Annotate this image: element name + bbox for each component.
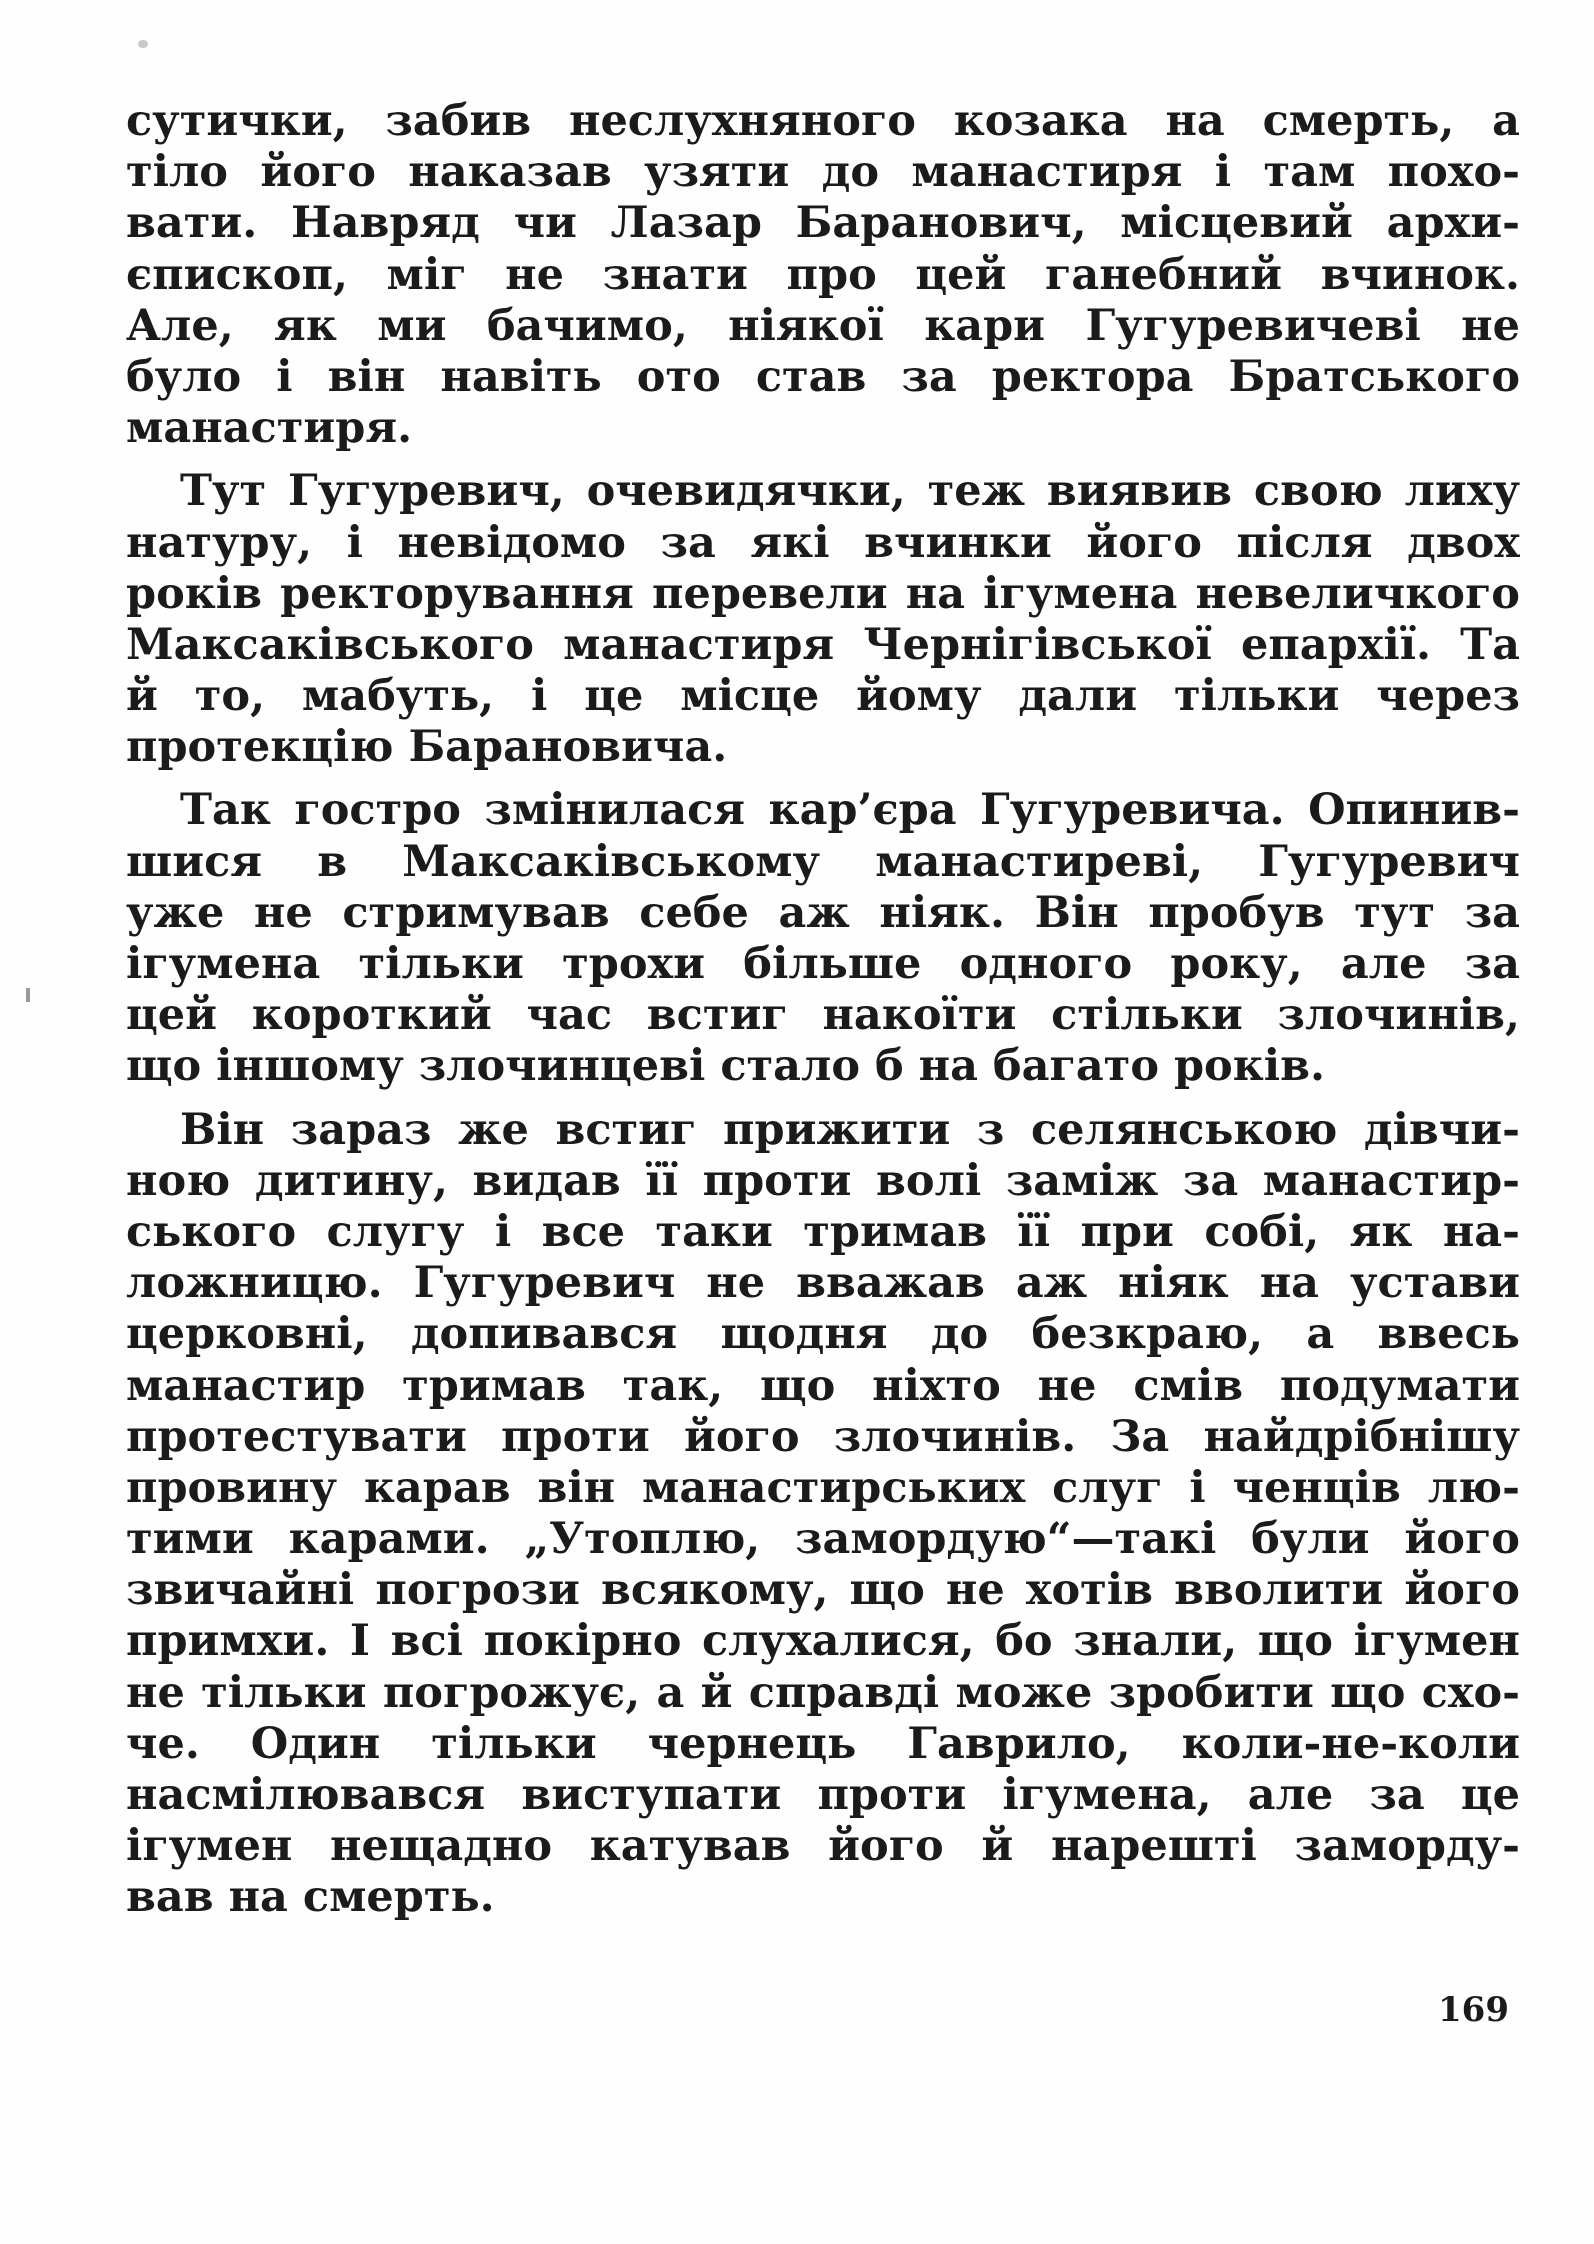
text-line: єпископ, міг не знати про цей ганебний вчинок. xyxy=(126,249,1520,300)
text-line: примхи. І всі покірно слухалися, бо знали, що ігумен xyxy=(126,1616,1520,1667)
text-line: Він зараз же встиг прижити з селянською дівчи- xyxy=(180,1104,1520,1155)
text-line: ського слугу і все таки тримав її при собі, як на- xyxy=(126,1206,1520,1257)
text-line: Тут Гугуревич, очевидячки, теж виявив свою лиху xyxy=(180,466,1520,517)
text-line: че. Один тільки чернець Гаврило, коли-не-коли xyxy=(126,1718,1520,1769)
text-line: цей короткий час встиг накоїти стільки злочинів, xyxy=(126,990,1520,1041)
text-line: ною дитину, видав її проти волі заміж за манастир- xyxy=(126,1155,1520,1206)
text-line: манастиря. xyxy=(126,403,413,454)
text-line: натуру, і невідомо за які вчинки його після двох xyxy=(126,517,1520,568)
paper-mark xyxy=(26,988,30,1002)
text-line: вав на смерть. xyxy=(126,1872,495,1923)
text-line: не тільки погрожує, а й справді може зробити що схо- xyxy=(126,1667,1520,1718)
text-line: протестувати проти його злочинів. За найдрібнішу xyxy=(126,1411,1520,1462)
text-line: років ректорування перевели на ігумена невеличкого xyxy=(126,568,1520,619)
paragraph xyxy=(126,785,1520,1092)
text-line: протекцію Барановича. xyxy=(126,722,728,773)
text-line: Максаківського манастиря Чернігівської епархії. Та xyxy=(126,619,1520,670)
text-line: ложницю. Гугуревич не вважав аж ніяк на устави xyxy=(126,1258,1520,1309)
text-line: що іншому злочинцеві стало б на багато років. xyxy=(126,1041,1325,1092)
paragraph xyxy=(126,1105,1520,1924)
text-line: було і він навіть ото став за ректора Братського xyxy=(126,351,1520,402)
text-line: уже не стримував себе аж ніяк. Він пробув тут за xyxy=(126,887,1520,938)
text-line: манастир тримав так, що ніхто не смів подумати xyxy=(126,1360,1520,1411)
text-line: звичайні погрози всякому, що не хотів вволити його xyxy=(126,1565,1520,1616)
text-line: сутички, забив неслухняного козака на смерть, а xyxy=(126,96,1520,146)
text-line: вати. Навряд чи Лазар Баранович, місцевий архи- xyxy=(126,198,1520,249)
page-number: 169 xyxy=(1438,1990,1509,2030)
text-line: й то, мабуть, і це місце йому дали тільки через xyxy=(126,671,1520,722)
paragraph xyxy=(126,96,1520,454)
paper-speck xyxy=(138,40,148,48)
text-line: Але, як ми бачимо, ніякої кари Гугуревичеві не xyxy=(126,300,1520,351)
text-line: церковні, допивався щодня до безкраю, а ввесь xyxy=(126,1309,1520,1360)
text-line: насмілювався виступати проти ігумена, але за це xyxy=(126,1770,1520,1820)
text-line: ігумена тільки трохи більше одного року, але за xyxy=(126,939,1520,989)
body-text xyxy=(126,96,1520,1924)
text-line: ігумен нещадно катував його й нарешті заморду- xyxy=(126,1821,1520,1872)
paragraph xyxy=(126,466,1520,773)
text-line: тіло його наказав узяти до манастиря і там похо- xyxy=(126,147,1520,198)
text-line: тими карами. „Утоплю, замордую“—такі були його xyxy=(126,1514,1520,1565)
text-line: провину карав він манастирських слуг і ченців лю- xyxy=(126,1462,1520,1513)
text-line: шися в Максаківському манастиреві, Гугуревич xyxy=(126,836,1520,887)
text-line: Так гостро змінилася кар’єра Гугуревича. Опинив- xyxy=(180,785,1520,836)
